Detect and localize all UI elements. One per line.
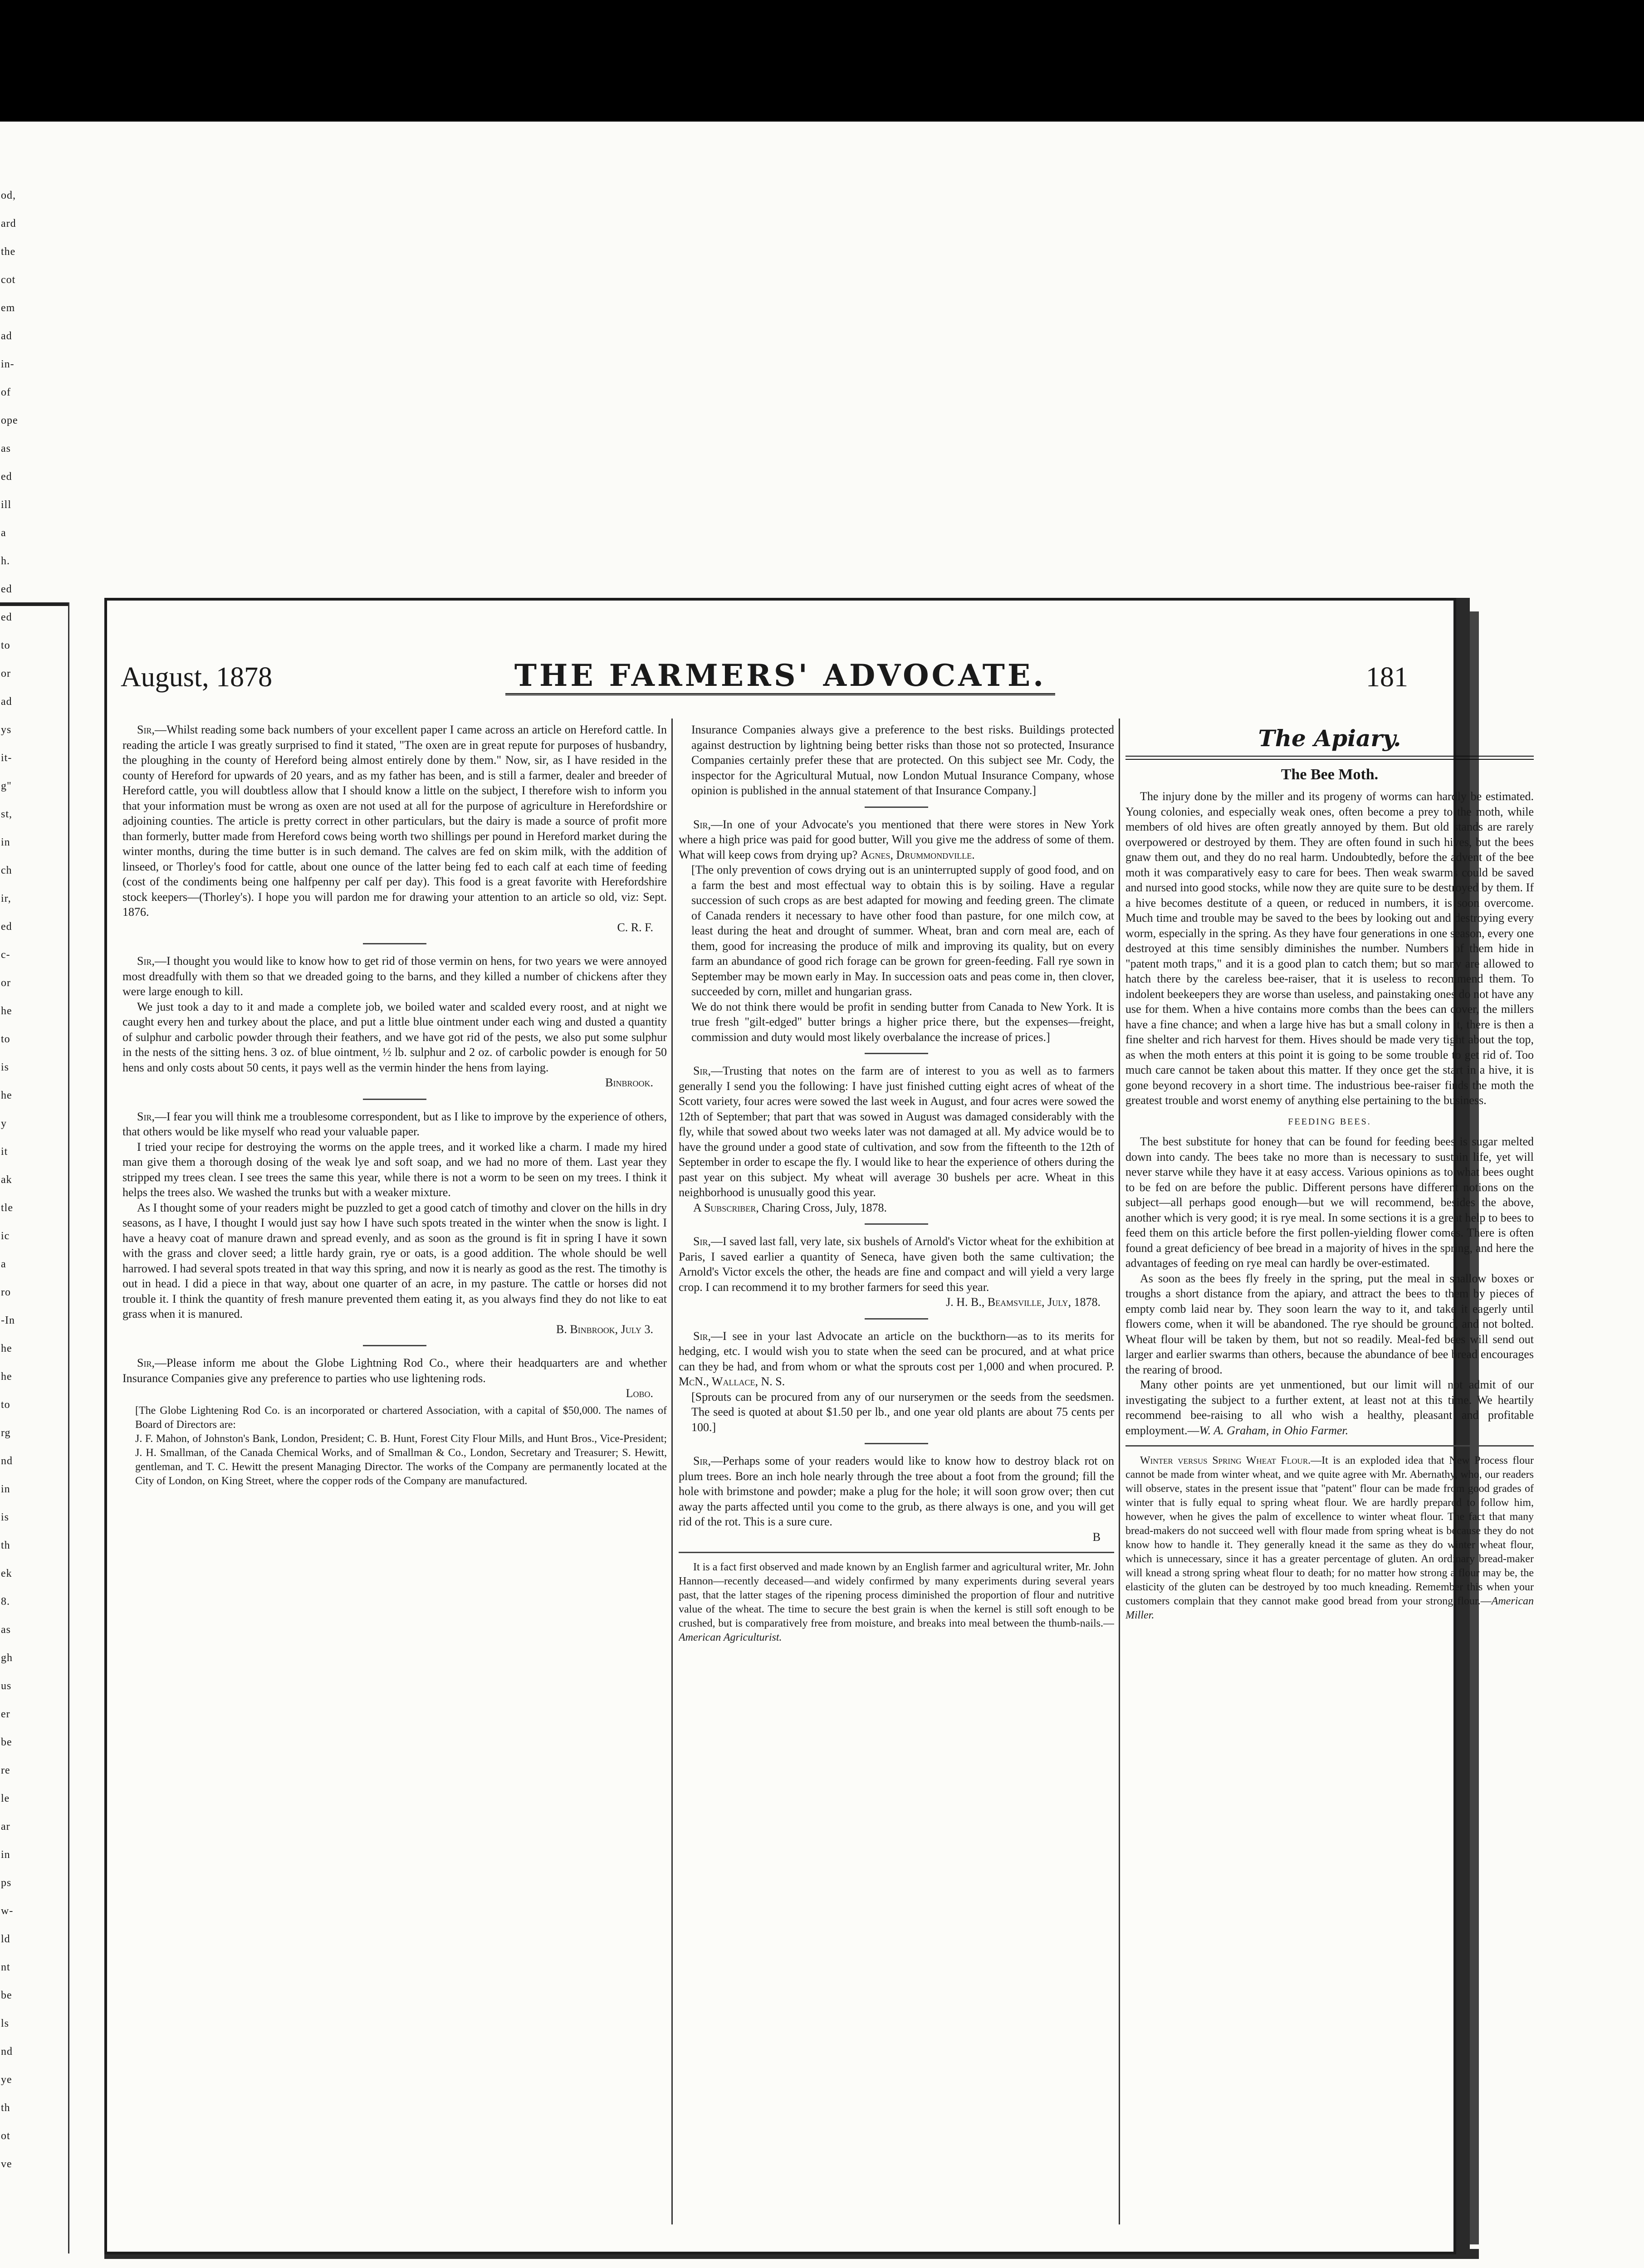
previous-page-fragment: ek <box>1 1568 12 1579</box>
column-1 <box>122 722 667 2224</box>
previous-page-fragment: nd <box>1 1455 13 1467</box>
letter-signature: B. Binbrook, July 3. <box>556 1322 653 1336</box>
letter-signature: C. R. F. <box>617 920 653 934</box>
separator-rule <box>363 943 426 944</box>
separator-rule <box>363 1345 426 1346</box>
previous-page-fragment: ed <box>1 471 12 483</box>
letter-arnolds-victor: Sir,—I saved last fall, very late, six bushels of Arnold's Victor wheat for the exhibition at Paris, I saved earlier a quantity of Seneca, have given both the same cultivation; the Arnold's Victor excels the other, the heads are fine and compact and will yield a very large crop. I can recommend it to my brother farmers for seed this year. J. H. B., Beamsville, July, 1878. <box>679 1234 1114 1310</box>
separator-rule <box>865 1223 928 1225</box>
previous-page-fragment: us <box>1 1680 12 1692</box>
editor-note-lightning-rod-continued: Insurance Companies always give a preference to the best risks. Buildings protected against destruction by lightning being better risks than those not so protected, Insurance Companies certainly prefer these that are protected. On this subject see Mr. Cody, the inspector for the Agricultural Mutual, now London Mutual Insurance Company, whose opinion is published in the annual statement of that Insurance Company.] <box>691 723 1114 797</box>
previous-page-fragment: 8. <box>1 1596 10 1608</box>
previous-page-fragment: nd <box>1 2046 13 2058</box>
previous-page-fragment: as <box>1 443 11 455</box>
previous-page-fragment: a <box>1 527 6 539</box>
letter-signature: Binbrook. <box>605 1076 653 1089</box>
previous-page-fragment: is <box>1 1511 10 1523</box>
previous-page-fragment: ch <box>1 865 12 876</box>
previous-page-fragment: em <box>1 302 15 314</box>
separator-rule <box>865 1053 928 1054</box>
previous-page-fragment: of <box>1 386 11 398</box>
newspaper-page <box>104 598 1534 2254</box>
separator-rule <box>865 807 928 808</box>
previous-page-fragment: ad <box>1 696 12 708</box>
previous-page-fragment: a <box>1 1258 6 1270</box>
previous-page-fragment: or <box>1 668 11 679</box>
letter-signature: B <box>1092 1530 1101 1544</box>
previous-page-fragment: ye <box>1 2074 12 2086</box>
previous-page-fragment: or <box>1 977 11 989</box>
previous-page-fragment: ot <box>1 2130 10 2142</box>
section-title-apiary: The Apiary. <box>1258 725 1401 752</box>
previous-page-fragment: er <box>1 1708 10 1720</box>
previous-page-column-rule <box>68 602 69 2253</box>
separator-rule <box>865 1443 928 1444</box>
scanned-page <box>0 122 1644 2268</box>
previous-page-fragment: he <box>1 1090 12 1101</box>
previous-page-fragment: ak <box>1 1174 12 1186</box>
previous-page-fragment: to <box>1 1399 10 1411</box>
previous-page-fragment: he <box>1 1343 12 1354</box>
separator-rule <box>865 1318 928 1320</box>
previous-page-fragment: tle <box>1 1202 13 1214</box>
letter-plum-rot: Sir,—Perhaps some of your readers would like to know how to destroy black rot on plum trees. Bore an inch hole nearly through the tree about a foot from the ground; fill the hole with brimstone and powder; make a plug for the hole; it will soon grow over; then cut away the parts affected until you come to the grub, as there always is one, and you will get rid of the rot. This is a sure cure. B <box>679 1453 1114 1545</box>
previous-page-fragment: g" <box>1 780 12 792</box>
separator-rule <box>363 1099 426 1100</box>
previous-page-fragment: gh <box>1 1652 13 1664</box>
previous-page-fragment: od, <box>1 190 16 201</box>
previous-page-fragment: re <box>1 1765 10 1776</box>
article-heading-winter-flour: Winter versus Spring Wheat Flour. <box>1140 1455 1311 1466</box>
previous-page-fragment: ill <box>1 499 12 511</box>
previous-page-fragment: ld <box>1 1933 10 1945</box>
previous-page-fragment: he <box>1 1005 12 1017</box>
previous-page-fragment: in <box>1 1483 10 1495</box>
previous-page-fragment: c- <box>1 949 10 961</box>
previous-page-fragment: he <box>1 1371 12 1383</box>
issue-date: August, 1878 <box>121 662 273 693</box>
previous-page-fragment: it <box>1 1146 8 1158</box>
previous-page-fragment: it- <box>1 752 12 764</box>
previous-page-fragment: ard <box>1 218 16 230</box>
previous-page-edge <box>0 122 33 2268</box>
article-heading-bee-moth: The Bee Moth. <box>1281 766 1379 783</box>
previous-page-fragment: -In <box>1 1315 15 1326</box>
previous-page-fragment: in <box>1 836 10 848</box>
previous-page-rule <box>0 602 68 606</box>
fact-note-wheat-ripening: It is a fact first observed and made known by an English farmer and agricultural writer, Mr. John Hannon—recently deceased—and widely confirmed by many experiments during several years past, that the latter stages of the ripening process diminished the proportion of flour and nutritive value of the wheat. The time to secure the best grain is when the kernel is still soft enough to be crushed, but is comparatively free from moisture, and breaks into meal between the thumb-nails.—American Agriculturist. <box>679 1561 1114 1643</box>
letter-signature: J. H. B., Beamsville, July, 1878. <box>946 1295 1101 1309</box>
previous-page-fragment: ad <box>1 330 12 342</box>
editor-note-buckthorn: [Sprouts can be procured from any of our nurserymen or the seeds from the seedsmen. The seed is quoted at about $1.50 per lb., and one year old plants are about 75 cents per 100.] <box>691 1390 1114 1434</box>
previous-page-fragment: ar <box>1 1821 10 1833</box>
section-title-rule <box>1125 756 1534 760</box>
previous-page-fragment: ed <box>1 583 12 595</box>
previous-page-fragment: ed <box>1 611 12 623</box>
letter-butter-new-york: Sir,—In one of your Advocate's you mentioned that there were stores in New York where a high price was paid for good butter, Will you give me the address of some of them. What will keep cows from drying up? Agnes, Drummondville. <box>679 817 1114 861</box>
editor-note-lightning-rod: [The Globe Lightening Rod Co. is an incorporated or chartered Association, with a capital of $50,000. The names of Board of Directors are: J. F. Mahon, of Johnston's Bank, London, President; C. B. Hunt, Forest City Flour Mills, and Hunt Bros., Vice-President; J. H. Smallman, of the Canada Chemical Works, and of Smallman & Co., London, Secretary and Treasurer; S. Hewitt, gentleman, and T. C. Hewitt the present Managing Director. The works of the Company are permanently located at the City of London, on King Street, where the copper rods of the Company are manufactured. <box>135 1404 667 1487</box>
previous-page-fragment: cot <box>1 274 16 286</box>
previous-page-fragment: y <box>1 1118 7 1129</box>
previous-page-fragment: ys <box>1 724 12 736</box>
letter-signature: Lobo. <box>626 1387 653 1400</box>
article-feeding-bees: The best substitute for honey that can be found for feeding bees is sugar melted down into candy. The bees take no more than is necessary to sustain life, yet will never starve while they have it at easy access. Various opinions as to what bees ought to be fed on are before the public. Different persons have different notions on the subject—all perhaps good enough—but we will recommend, besides the above, another which is very good; it is rye meal. In some sections it is a great help to bees to feed them on this article before the first pollen-yielding flower comes. There is often found a great deficiency of bee bread in a majority of hives in the spring, and here the advantages of feeding on rye meal can hardly be over-estimated. As soon as the bees fly freely in the spring, put the meal in shallow boxes or troughs a short distance from the apiary, and attract the bees to them by pieces of empty comb laid near by. They soon learn the way to it, and take it eagerly until flowers come, when it will be abandoned. The rye should be ground, and not bolted. Wheat flour will be taken by them, but not so readily. Meal-fed bees will send out larger and earlier swarms than others, because the abundance of bee bread encourages the rearing of brood. Many other points are yet unmentioned, but our limit will not admit of our investigating the subject to a further extent, at least not at this time. We heartily recommend bee-raising to all who wish a healthy, pleasant and profitable employment.—W. A. Graham, in Ohio Farmer. <box>1125 1135 1534 1437</box>
letter-hereford-cattle: Sir,—Whilst reading some back numbers of your excellent paper I came across an article on Hereford cattle. In reading the article I was greatly surprised to find it stated, "The oxen are in great repute for purposes of husbandry, the ploughing in the county of Hereford being almost entirely done by them." Now, sir, as I have resided in the county of Hereford for upwards of 20 years, and as my father has been, and is still a farmer, dealer and breeder of Hereford cattle, you will doubtless allow that I should know a little on the subject, I therefore wish to inform you that your information must be wrong as oxen are not used at all for the purpose of agriculture in Herefordshire or adjoining counties. The article is pretty correct in other particulars, but the dairy is made a source of profit more than formerly, butter made from Hereford cows being worth two shillings per pound in Hereford market during the winter months, during the time butter is in such demand. The calves are fed on skim milk, with the addition of linseed, or Thorley's food for cattle, about one ounce of the latter being fed to each calf at each time of feeding (cost of the condiments being one halfpenny per calf per day). This food is a great favorite with Herefordshire stock keepers—(Thorley's). I hope you will pardon me for drawing your attention to an article so old, viz: Sept. 1876. C. R. F. <box>122 722 667 935</box>
previous-page-fragment: w- <box>1 1905 14 1917</box>
letter-hen-vermin: Sir,—I thought you would like to know how to get rid of those vermin on hens, for two years we were annoyed most dreadfully with them so that we dreaded going to the barns, and they killed a number of chickens after they were large enough to kill. We just took a day to it and made a complete job, we boiled water and scalded every roost, and at night we caught every hen and turkey about the place, and put a little blue ointment under each wing and dusted a quantity of sulphur and carbolic powder through their feathers, and we have got rid of the pests, we also put some sulphur in the nests of the sitting hens. 3 oz. of blue ointment, ½ lb. sulphur and 2 oz. of carbolic powder is enough for 50 hens and only costs about 50 cents, it pays well as the vermin hinder the hens from laying. Binbrook. <box>122 953 667 1090</box>
previous-page-fragment: in- <box>1 358 15 370</box>
previous-page-fragment: rg <box>1 1427 11 1439</box>
article-heading-feeding-bees: FEEDING BEES. <box>1288 1116 1371 1127</box>
previous-page-fragment: th <box>1 2102 10 2114</box>
previous-page-fragment: nt <box>1 1961 10 1973</box>
previous-page-fragment: st, <box>1 808 13 820</box>
column-2 <box>679 722 1114 2224</box>
previous-page-fragment: ic <box>1 1230 10 1242</box>
previous-page-fragment: is <box>1 1061 10 1073</box>
editor-note-cows-drying: [The only prevention of cows drying out is an uninterrupted supply of good food, and on a farm the best and most effectual way to obtain this is by soiling. Have a regular succession of such crops as are best adapted for mowing and feeding green. The climate of Canada renders it necessary to have other food than pasture, for one milch cow, at least during the heat and drought of summer. Wheat, bran and corn meal are, each of them, good for increasing the produce of milk and improving its quality, but on every farm an abundance of good rich forage can be grown for green-feeding. Fall rye sown in September may be mown early in May. In succession oats and peas come in, then clover, succeeded by corn, millet and hungarian grass. We do not think there would be profit in sending butter from Canada to New York. It is true fresh "gilt-edged" butter brings a higher price there, but the expenses—freight, commission and duty would most likely overbalance the increase of prices.] <box>691 863 1114 1044</box>
separator-rule <box>679 1552 1114 1553</box>
previous-page-fragment: be <box>1 1736 12 1748</box>
previous-page-fragment: ope <box>1 415 18 426</box>
previous-page-fragment: ir, <box>1 893 11 904</box>
previous-page-fragment: to <box>1 640 10 651</box>
column-3 <box>1125 722 1534 2224</box>
previous-page-fragment: ro <box>1 1286 11 1298</box>
previous-page-fragment: in <box>1 1849 10 1861</box>
previous-page-fragment: h. <box>1 555 10 567</box>
previous-page-fragment: ps <box>1 1877 12 1889</box>
letter-scott-wheat: Sir,—Trusting that notes on the farm are of interest to you as well as to farmers generally I send you the following: I have just finished cutting eight acres of wheat of the Scott variety, four acres were sowed the last week in August, and four acres were sowed the 12th of September; that part that was sowed in August was damaged considerably with the fly, while that sowed about two weeks later was not damaged at all. My advice would be to have the ground under a good state of cultivation, and sow from the fifteenth to the 12th of September in order to escape the fly. I would like to hear the experience of others during the past year on this subject. My wheat will average 30 bushels per acre. Wheat in this neighborhood is unusually good this year. A Subscriber, Charing Cross, July, 1878. <box>679 1064 1114 1214</box>
page-header <box>121 655 1440 696</box>
column-rule-1 <box>671 719 673 2224</box>
letter-apple-worms: Sir,—I fear you will think me a troublesome correspondent, but as I like to improve by the experience of others, that others would be like myself who read your valuable paper. I tried your recipe for destroying the worms on the apple trees, and it worked like a charm. I made my hired man give them a thorough dosing of the weak lye and soft soap, and we had no more of them. Last year they stripped my trees clean. I see trees the same this year, while there is not a worm to be seen on my trees. I think it helps the trees also. We washed the trunks but with a weaker mixture. As I thought some of your readers might be puzzled to get a good catch of timothy and clover on the hills in dry seasons, as I have, I thought I would just say how I have such spots treated in the winter when the snow is light. I have a heavy coat of manure drawn and spread evenly, and as soon as the ground is fit in spring I have it sown with the grass and clover seed; a little hardy grain, rye or oats, is a good addition. The whole should be well harrowed. I had several spots treated in that way this spring, and now it is nearly as good as the rest. The timothy is out in head. I did a piece in that way, about one quarter of an acre, in my pasture. The cattle or horses did not trouble it. I think the quantity of fresh manure prevented them eating it, as you always find they do not like to eat grass when it is manured. B. Binbrook, July 3. <box>122 1109 667 1337</box>
previous-page-fragment: as <box>1 1624 11 1636</box>
previous-page-fragment: ed <box>1 921 12 933</box>
previous-page-fragment: be <box>1 1989 12 2001</box>
previous-page-fragment: to <box>1 1033 10 1045</box>
previous-page-fragment: ve <box>1 2158 12 2170</box>
masthead-title: THE FARMERS' ADVOCATE. <box>121 658 1440 695</box>
previous-page-fragment: the <box>1 246 16 258</box>
previous-page-fragment: th <box>1 1540 10 1551</box>
letter-lightning-rod: Sir,—Please inform me about the Globe Lightning Rod Co., where their headquarters are and whether Insurance Companies give any preference to parties who use lightening rods. Lobo. <box>122 1355 667 1401</box>
column-rule-2 <box>1119 719 1120 2224</box>
separator-rule <box>1125 1445 1534 1447</box>
letter-buckthorn: Sir,—I see in your last Advocate an article on the buckthorn—as to its merits for hedging, etc. I would wish you to state when the seed can be procured, and at what price can they be had, and from whom or what the sprouts cost per 1,000 and when procured. P. McN., Wallace, N. S. <box>679 1329 1114 1388</box>
page-number: 181 <box>1366 662 1408 693</box>
article-bee-moth: The injury done by the miller and its progeny of worms can hardly be estimated. Young colonies, and especially weak ones, often become a prey to the moth, while members of old hives are often greatly annoyed by them. But old stands are rarely overpowered or destroyed by them. They are often found in such hives, but the bees gnaw them out, and they do no real harm. Undoubtedly, before the advent of the bee moth it was comparatively easy to care for bees. Then weak swarms could be saved and nursed into good stocks, while now they are quite sure to be destroyed by them. If a hive becomes destitute of a queen, or reduced in numbers, it is soon overcome. Much time and trouble may be saved to the bees by looking out and destroying every worm, especially in the spring. As they have four generations in one season, every one destroyed at this time sensibly diminishes the number. Numbers of them hide in "patent moth traps," and it is a good plan to catch them; but so many are allowed to hatch there by the careless bee-raiser, that it is useless to recommend them. To indolent beekeepers they are worse than useless, and painstaking ones do not have any use for them. When a hive contains more combs than the bees can cover, the millers have a fine chance; and when a large hive has but a small colony in it, there is then a fine shelter and rich harvest for them. Hives should be made very tight about the top, as when the moth enters at this point it is going to be some trouble to get rid of. Too much care cannot be taken about this matter. If they once get the start in a hive, it is gone beyond recovery in a short time. The industrious bee-raiser finds the moth the greatest trouble and worst enemy of anything else pertaining to the business. <box>1125 790 1534 1107</box>
article-winter-spring-flour: Winter versus Spring Wheat Flour.—It is an exploded idea that New Process flour cannot be made from winter wheat, and we quite agree with Mr. Abernathy, who, our readers will observe, states in the present issue that "patent" flour can be made from good grades of winter that is fully equal to spring wheat flour. We are hardly prepared to follow him, however, when he gives the palm of excellence to winter wheat flour. The fact that many bread-makers do not succeed well with flour made from spring wheat is because they do not know how to handle it. They generally knead it the same as they do winter wheat flour, which is unnecessary, since it has a greater percentage of gluten. An ordinary bread-maker will knead a strong spring wheat flour to death; for no matter how strong a flour may be, the elasticity of the gluten can be destroyed by too much kneading. Remember this when your customers complain that they cannot make good bread from your strong flour.—American Miller. <box>1125 1455 1534 1621</box>
previous-page-fragment: ls <box>1 2018 10 2029</box>
previous-page-fragment: le <box>1 1793 10 1804</box>
